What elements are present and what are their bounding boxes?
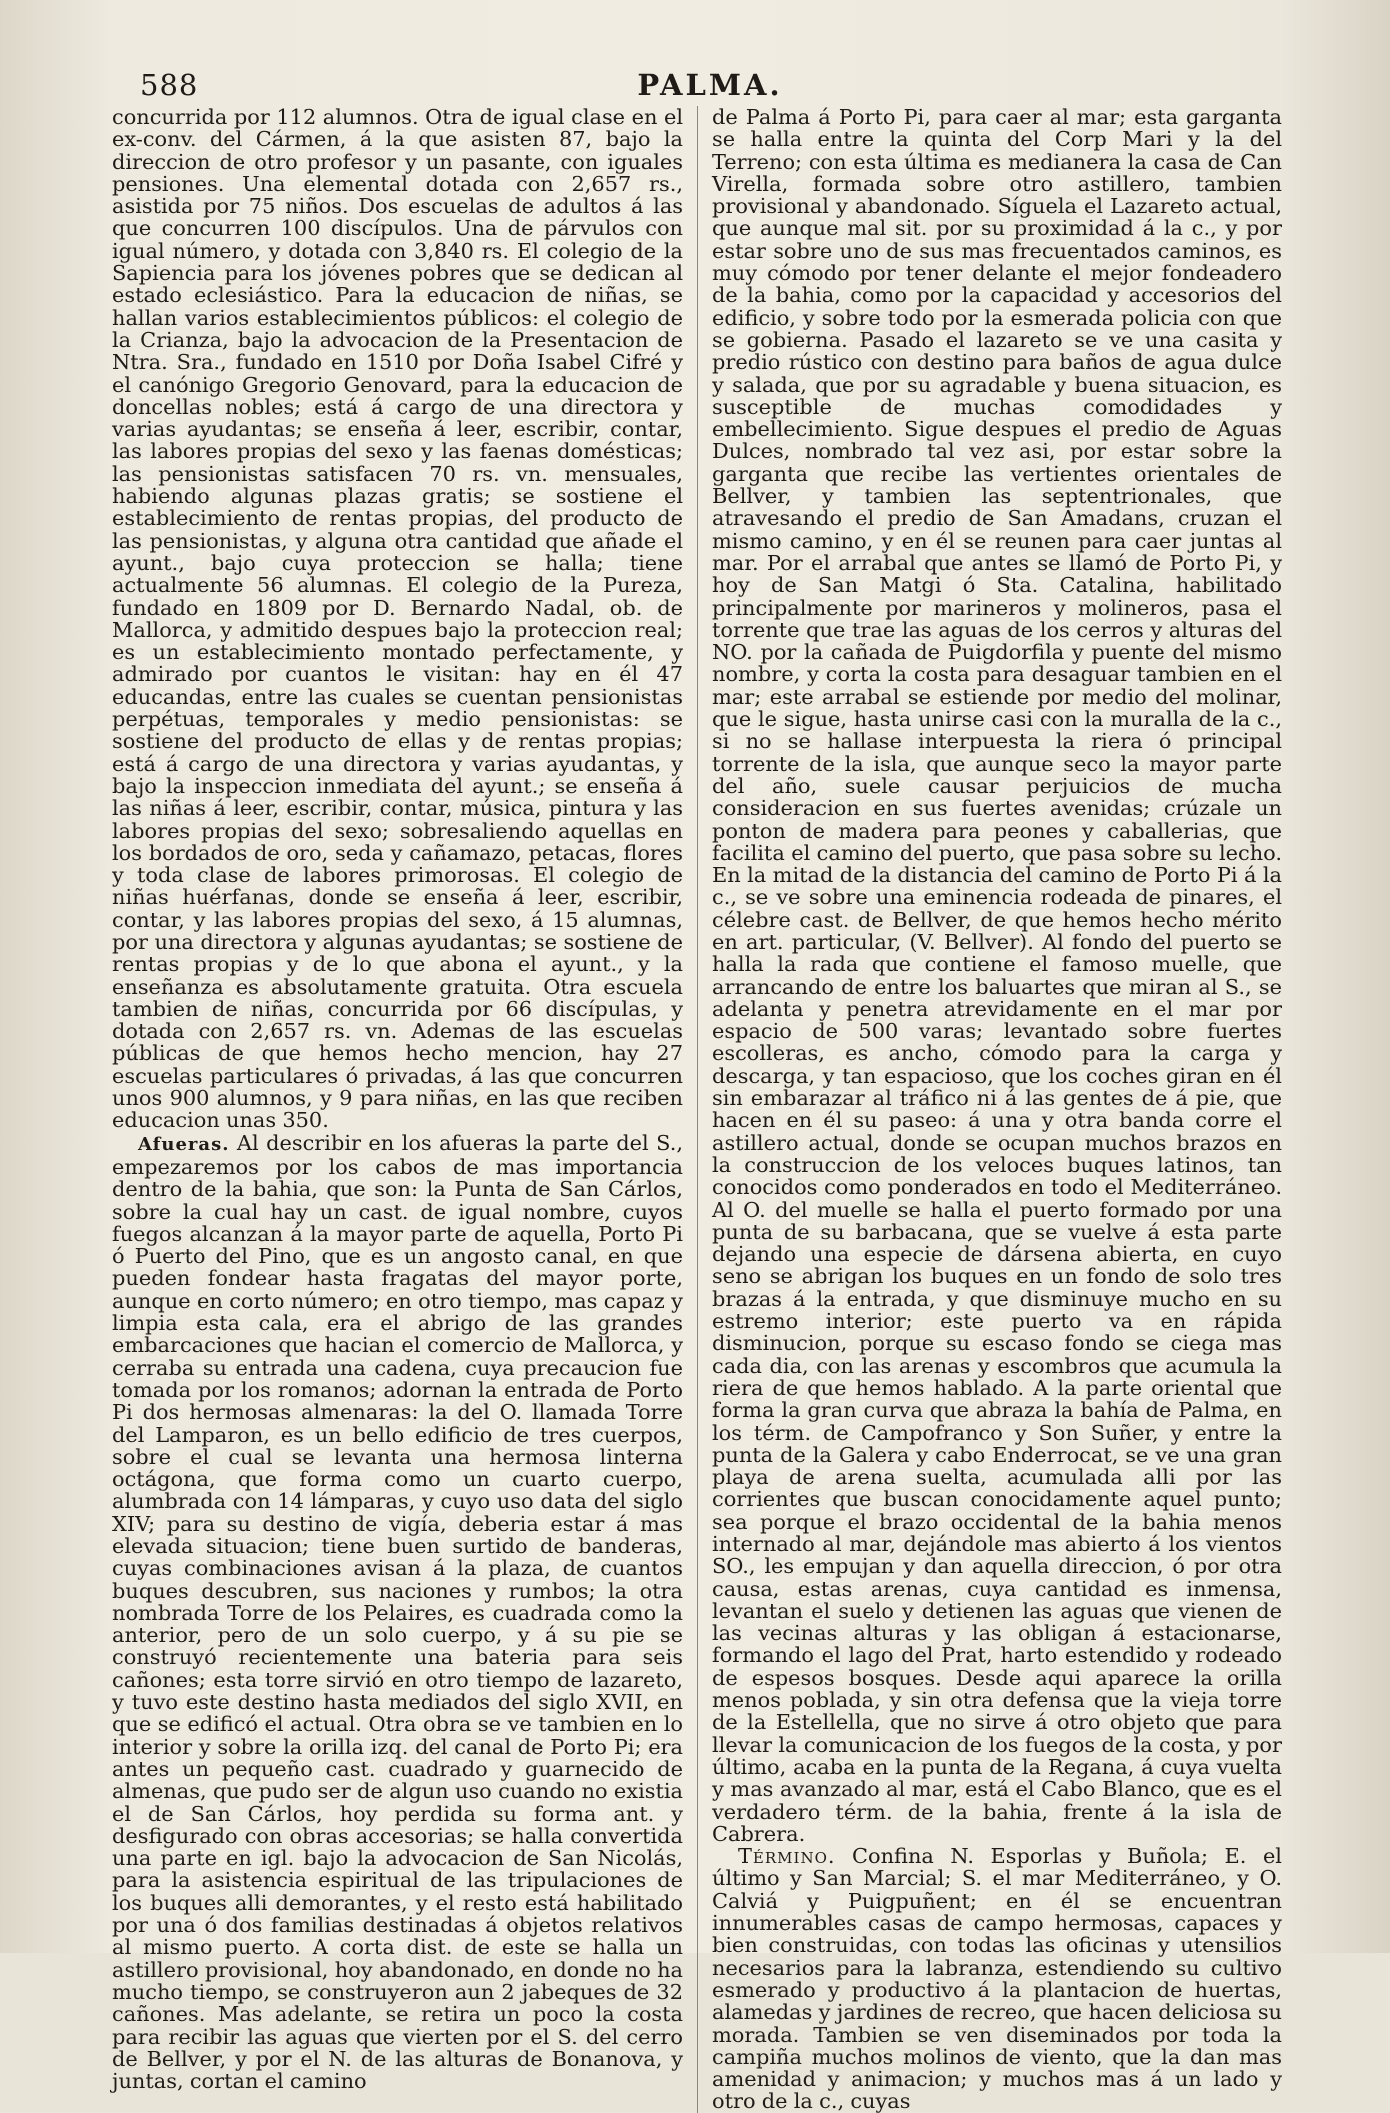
- running-head: PALMA.: [637, 68, 783, 102]
- text-columns: [112, 106, 1308, 2113]
- right-paragraph-1: de Palma á Porto Pi, para caer al mar; esta garganta se halla entre la quinta del Corp Mari y la del Terreno; con esta última es medianera la casa de Can Virella, formada sobre otro astillero, tambien provisional y abandonado. Síguela el Lazareto actual, que aunque mal sit. por su proximidad á la c., y por estar sobre uno de sus mas frecuentados caminos, es muy cómodo por tener delante el mejor fondeadero de la bahia, como por la capacidad y accesorios del edificio, y sobre todo por la esmerada policia con que se gobierna. Pasado el lazareto se ve una casita y predio rústico con destino para baños de agua dulce y salada, que por su agradable y buena situacion, es susceptible de muchas comodidades y embellecimiento. Sigue despues el predio de Aguas Dulces, nombrado tal vez asi, por estar sobre la garganta que recibe las vertientes orientales de Bellver, y tambien las septentrionales, que atravesando el predio de San Amadans, cruzan el mismo camino, y en él se reunen para caer juntas al mar. Por el arrabal que antes se llamó de Porto Pi, y hoy de San Matgi ó Sta. Catalina, habilitado principalmente por marineros y molineros, pasa el torrente que trae las aguas de los cerros y alturas del NO. por la cañada de Puigdorfila y puente del mismo nombre, y corta la costa para desaguar tambien en el mar; este arrabal se estiende por medio del molinar, que le sigue, hasta unirse casi con la muralla de la c., si no se hallase interpuesta la riera ó principal torrente de la isla, que aunque seco la mayor parte del año, suele causar perjuicios de mucha consideracion en sus fuertes avenidas; crúzale un ponton de madera para peones y caballerias, que facilita el camino del puerto, que pasa sobre su lecho. En la mitad de la distancia del camino de Porto Pi á la c., se ve sobre una eminencia rodeada de pinares, el célebre cast. de Bellver, de que hemos hecho mérito en art. particular, (V. Bellver). Al fondo del puerto se halla la rada que contiene el famoso muelle, que arrancando de entre los baluartes que miran al S., se adelanta y penetra atrevidamente en el mar por espacio de 500 varas; levantado sobre fuertes escolleras, es ancho, cómodo para la carga y descarga, y tan espacioso, que los coches giran en él sin embarazar al tráfico ni á las gentes de á pie, que hacen en él su paseo: á una y otra banda corre el astillero actual, donde se ocupan muchos brazos en la construccion de los veloces buques latinos, tan conocidos como ponderados en todo el Mediterráneo. Al O. del muelle se halla el puerto formado por una punta de su barbacana, que se vuelve á esta parte dejando una especie de dársena abierta, en cuyo seno se abrigan los buques en un fondo de solo tres brazas á la entrada, y que disminuye mucho en su estremo interior; este puerto va en rápida disminucion, porque su escaso fondo se ciega mas cada dia, con las arenas y escombros que acumula la riera de que hemos hablado. A la parte oriental que forma la gran curva que abraza la bahía de Palma, en los térm. de Campofranco y Son Suñer, y entre la punta de la Galera y cabo Enderrocat, se ve una gran playa de arena suelta, acumulada alli por las corrientes que buscan conocidamente aquel punto; sea porque el brazo occidental de la bahia menos internado al mar, dejándole mas abierto á los vientos SO., les empujan y dan aquella direccion, ó por otra causa, estas arenas, cuya cantidad es inmensa, levantan el suelo y detienen las aguas que vienen de las vecinas alturas y las obligan á estacionarse, formando el lago del Prat, harto estendido y rodeado de espesos bosques. Desde aqui aparece la orilla menos poblada, y sin otra defensa que la vieja torre de la Estellella, que no sirve á otro objeto que para llevar la comunicacion de los fuegos de la costa, y por último, acaba en la punta de la Regana, á cuya vuelta y mas avanzado al mar, está el Cabo Blanco, que es el verdadero térm. de la bahia, frente á la isla de Cabrera.: [712, 105, 1282, 1846]
- left-paragraph-2-text: Al describir en los afueras la parte del S., empezaremos por los cabos de mas importancia dentro de la bahia, que son: la Punta de San Cárlos, sobre la cual hay un cast. de igual nombre, cuyos fuegos alcanzan á la mayor parte de aquella, Porto Pi ó Puerto del Pino, que es un angosto canal, en que pueden fondear hasta fragatas del mayor porte, aunque en corto número; en otro tiempo, mas capaz y limpia esta cala, era el abrigo de las grandes embarcaciones que hacian el comercio de Mallorca, y cerraba su entrada una cadena, cuya precaucion fue tomada por los romanos; adornan la entrada de Porto Pi dos hermosas almenaras: la del O. llamada Torre del Lamparon, es un bello edificio de tres cuerpos, sobre el cual se levanta una hermosa linterna octágona, que forma como un cuarto cuerpo, alumbrada con 14 lámparas, y cuyo uso data del siglo XIV; para su destino de vigía, deberia estar á mas elevada situacion; tiene buen surtido de banderas, cuyas combinaciones avisan á la plaza, de cuantos buques descubren, sus naciones y rumbos; la otra nombrada Torre de los Pelaires, es cuadrada como la anterior, pero de un solo cuerpo, y á su pie se construyó recientemente una bateria para seis cañones; esta torre sirvió en otro tiempo de lazareto, y tuvo este destino hasta mediados del siglo XVII, en que se edificó el actual. Otra obra se ve tambien en lo interior y sobre la orilla izq. del canal de Porto Pi; era antes un pequeño cast. cuadrado y guarnecido de almenas, que pudo ser de algun uso cuando no existia el de San Cárlos, hoy perdida su forma ant. y desfigurado con obras accesorias; se halla convertida una parte en igl. bajo la advocacion de San Nicolás, para la asistencia espiritual de las tripulaciones de los buques alli demorantes, y el resto está habilitado por una ó dos familias destinadas á objetos relativos al mismo puerto. A corta dist. de este se halla un astillero provisional, hoy abandonado, en donde no ha mucho tiempo, se construyeron aun 2 jabeques de 32 cañones. Mas adelante, se retira un poco la costa para recibir las aguas que vierten por el S. del cerro de Bellver, y por el N. de las alturas de Bonanova, y juntas, cortan el camino: [112, 1130, 683, 2094]
- right-paragraph-2-text: Confina N. Esporlas y Buñola; E. el último y San Marcial; S. el mar Mediterráneo, y O. Calviá y Puigpuñent; en él se encuentran innumerables casas de campo hermosas, capaces y bien construidas, con todas las oficinas y utensilios necesarios para la labranza, estendiendo su cultivo esmerado y productivo á la plantacion de huertas, alamedas y jardines de recreo, que hacen deliciosa su morada. Tambien se ven diseminados por toda la campiña muchos molinos de viento, que la dan mas amenidad y animacion; y muchos mas á un lado y otro de la c., cuyas: [712, 1844, 1282, 2113]
- right-paragraph-2: [712, 1845, 1282, 2113]
- left-paragraph-2: [112, 1132, 683, 2093]
- left-paragraph-1: concurrida por 112 alumnos. Otra de igual clase en el ex-conv. del Cármen, á la que asisten 87, bajo la direccion de otro profesor y un pasante, con iguales pensiones. Una elemental dotada con 2,657 rs., asistida por 75 niños. Dos escuelas de adultos á las que concurren 100 discípulos. Una de párvulos con igual número, y dotada con 3,840 rs. El colegio de la Sapiencia para los jóvenes pobres que se dedican al estado eclesiástico. Para la educacion de niñas, se hallan varios establecimientos públicos: el colegio de la Crianza, bajo la advocacion de la Presentacion de Ntra. Sra., fundado en 1510 por Doña Isabel Cifré y el canónigo Gregorio Genovard, para la educacion de doncellas nobles; está á cargo de una directora y varias ayudantas; se enseña á leer, escribir, contar, las labores propias del sexo y las faenas domésticas; las pensionistas satisfacen 70 rs. vn. mensuales, habiendo algunas plazas gratis; se sostiene el establecimiento de rentas propias, del producto de las pensionistas, y alguna otra cantidad que añade el ayunt., bajo cuya proteccion se halla; tiene actualmente 56 alumnas. El colegio de la Pureza, fundado en 1809 por D. Bernardo Nadal, ob. de Mallorca, y admitido despues bajo la proteccion real; es un establecimiento montado perfectamente, y admirado por cuantos le visitan: hay en él 47 educandas, entre las cuales se cuentan pensionistas perpétuas, temporales y medio pensionistas: se sostiene del producto de ellas y de rentas propias; está á cargo de una directora y varias ayudantas, y bajo la inspeccion inmediata del ayunt.; se enseña á las niñas á leer, escribir, contar, música, pintura y las labores propias del sexo; sobresaliendo aquellas en los bordados de oro, seda y cañamazo, petacas, flores y toda clase de labores primorosas. El colegio de niñas huérfanas, donde se enseña á leer, escribir, contar, y las labores propias del sexo, á 15 alumnas, por una directora y algunas ayudantas; se sostiene de rentas propias y de lo que abona el ayunt., y la enseñanza es absolutamente gratuita. Otra escuela tambien de niñas, concurrida por 66 discípulas, y dotada con 2,657 rs. vn. Ademas de las escuelas públicas de que hemos hecho mencion, hay 27 escuelas particulares ó privadas, á las que concurren unos 900 alumnos, y 9 para niñas, en las que reciben educacion unas 350.: [112, 105, 683, 1133]
- section-head-termino: Término.: [738, 1844, 836, 1869]
- right-column: [697, 106, 1282, 2113]
- page-number: 588: [140, 68, 199, 102]
- section-head-afueras: Afueras.: [138, 1133, 230, 1155]
- left-column: [112, 106, 697, 2113]
- page-header: [112, 64, 1308, 102]
